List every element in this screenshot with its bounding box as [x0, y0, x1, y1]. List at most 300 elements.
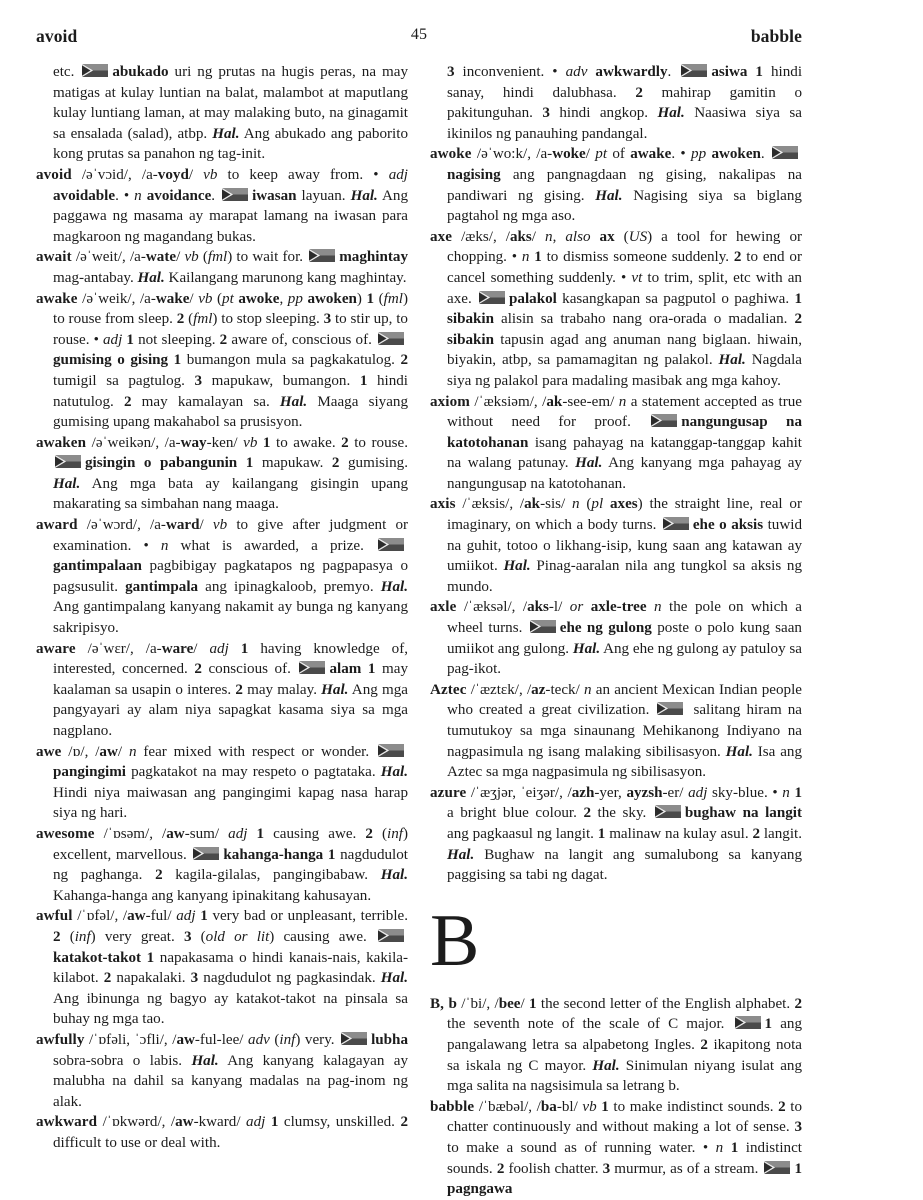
philippine-flag-icon — [530, 620, 556, 633]
sense-marker: 1 — [270, 1114, 279, 1131]
definition-text: ) the straight line, real or imaginary, on which a body turns. — [447, 496, 802, 534]
definition-text: difficult to use or deal with. — [53, 1134, 221, 1151]
sense-marker: 3 — [183, 928, 192, 945]
sense-marker: 1 — [601, 1098, 609, 1115]
sense-marker: 1 — [794, 784, 802, 801]
definition-text: /ˈæʒjər, ˈeiʒər/, / — [466, 784, 572, 801]
dictionary-entry — [430, 680, 802, 783]
entry-headword: awfully — [36, 1031, 85, 1048]
sense-marker: avoidance — [146, 187, 212, 204]
grammar-label: adj — [688, 784, 708, 801]
definition-text: to keep away from. • — [217, 166, 389, 183]
grammar-label: n — [160, 537, 169, 554]
sense-marker: alam — [329, 661, 362, 678]
definition-text: -sis/ — [540, 496, 573, 513]
sense-marker: 2 — [341, 434, 349, 451]
entry-headword: Aztec — [430, 681, 467, 698]
entry-headword: babble — [430, 1098, 475, 1115]
grammar-label: inf — [279, 1031, 296, 1048]
running-head — [36, 26, 802, 48]
definition-text: / — [193, 640, 210, 657]
definition-text: kagila-gilalas, pangingibabaw. — [162, 867, 381, 884]
grammar-label: n — [521, 249, 530, 266]
sense-marker: 3 — [194, 372, 203, 389]
left-column — [36, 62, 408, 1177]
sense-marker: 1 — [146, 949, 155, 966]
grammar-label: vb — [184, 249, 199, 266]
philippine-flag-icon — [681, 64, 707, 77]
sense-marker: bughaw na langit — [684, 805, 802, 822]
definition-text: the seventh note of the scale of C major. — [447, 1016, 733, 1033]
sense-marker: 2 — [733, 249, 742, 266]
definition-text: /əˈweit/, /a- — [71, 249, 146, 266]
example-label: Hal. — [350, 187, 378, 204]
philippine-flag-icon — [378, 744, 404, 757]
definition-text: what is awarded, a prize. — [168, 537, 377, 554]
definition-text: ang pangalawang letra sa alpabetong Ingles. — [447, 1016, 802, 1053]
dictionary-entry — [36, 433, 408, 515]
dictionary-entry — [36, 289, 408, 433]
definition-text: ) to rouse from sleep. — [53, 290, 408, 328]
entry-headword: award — [36, 517, 78, 534]
sense-marker: aks — [509, 228, 532, 245]
sense-marker: ehe o aksis — [692, 517, 764, 534]
definition-text: isang pahayag na katanggap-tanggap kahit na walang patunay. — [447, 434, 802, 472]
dictionary-entry — [36, 824, 408, 906]
page-number: 45 — [410, 26, 428, 43]
sense-marker: wake — [155, 290, 190, 307]
definition-text: ( — [372, 825, 388, 842]
definition-text: / — [117, 743, 129, 760]
definition-text: to trim, split, etc with an axe. — [447, 269, 802, 307]
definition-text: Ang ehe ng gulong ay patuloy sa pag-ikot. — [447, 640, 802, 678]
definition-text: causing awe. — [264, 825, 366, 842]
philippine-flag-icon — [378, 332, 404, 345]
definition-text: Ang gantimpalang kanyang nakamit ay bunga ng kanyang sakripisyo. — [53, 599, 408, 637]
running-head-left-word: avoid — [36, 26, 78, 46]
definition-text: /ˈɒsəm/, / — [94, 825, 167, 842]
dictionary-entry — [36, 1030, 408, 1112]
definition-text: . — [211, 187, 221, 204]
definition-text: Ang kanyang mga pahayag ay nangungusap na katotohanan. — [447, 455, 802, 492]
definition-text: to make indistinct sounds. — [608, 1098, 779, 1115]
philippine-flag-icon — [479, 291, 505, 304]
example-label: Hal. — [595, 187, 623, 204]
grammar-label: vt — [631, 269, 643, 286]
definition-text: ) a tool for hewing or chopping. • — [447, 228, 803, 266]
definition-text: having knowledge of, interested, concerned. — [53, 640, 409, 678]
sense-marker: 2 — [400, 1114, 408, 1131]
definition-text: to rouse. — [348, 434, 408, 451]
definition-text: /əˈwo:k/, /a- — [471, 146, 553, 163]
example-label: Hal. — [380, 867, 408, 884]
definition-text: /ˈæztɛk/, / — [466, 681, 532, 698]
definition-text: /ˈæksiəm/, / — [469, 393, 547, 410]
definition-text: mag-antabay. — [53, 269, 138, 286]
grammar-label: pp — [287, 290, 303, 307]
entry-headword: awaken — [36, 434, 87, 451]
definition-text: tumigil sa pagtulog. — [53, 372, 195, 389]
definition-text: mapukaw. — [253, 455, 332, 472]
definition-text: /əˈweikən/, /a- — [86, 434, 181, 451]
definition-text: langit. — [760, 825, 802, 842]
sense-marker: ward — [165, 517, 200, 534]
definition-text: Ang kanyang kalagayan ay malubha na dahil sa kanyang madalas na pag-inom ng alak. — [53, 1052, 409, 1110]
philippine-flag-icon — [299, 661, 325, 674]
definition-text: -kward/ — [193, 1114, 247, 1131]
sense-marker: 2 — [176, 311, 185, 328]
definition-text: ( — [374, 290, 384, 307]
definition-text: ) very. — [295, 1031, 340, 1048]
example-label: Hal. — [572, 640, 601, 657]
sense-marker: iwasan — [252, 187, 297, 204]
example-label: Hal. — [380, 970, 408, 987]
definition-text: /əˈweik/, /a- — [77, 290, 156, 307]
philippine-flag-icon — [378, 929, 404, 942]
example-label: Hal. — [321, 681, 349, 698]
definition-text: nagdudulot ng paghanga. — [53, 846, 408, 884]
entry-continuation — [36, 62, 408, 165]
entry-continuation — [430, 62, 802, 144]
definition-text: may malay. — [242, 681, 322, 698]
definition-text: kasangkapan sa pagputol o paghiwa. — [556, 290, 795, 307]
sense-marker: awake — [630, 146, 672, 163]
dictionary-entry — [430, 1097, 802, 1200]
sense-marker: lubha — [371, 1031, 409, 1048]
grammar-label: n — [134, 187, 142, 204]
entry-headword: B, b — [430, 995, 457, 1012]
sense-marker: gantimpala — [125, 578, 199, 595]
sense-marker: 1 — [245, 455, 254, 472]
definition-text: alisin sa trabaho nang ora-orada o madalian. — [494, 311, 795, 328]
grammar-label: inf — [387, 825, 403, 842]
sense-marker: 1 — [764, 1016, 773, 1033]
grammar-label: n — [545, 228, 553, 245]
definition-text: ( — [269, 1031, 280, 1048]
dictionary-entry — [36, 742, 408, 824]
sense-marker: maghintay — [339, 249, 408, 266]
sense-marker: 2 — [752, 825, 760, 842]
philippine-flag-icon — [735, 1016, 761, 1029]
definition-text: / — [531, 228, 546, 245]
example-label: Hal. — [447, 846, 475, 863]
sense-marker: 2 — [635, 84, 643, 101]
definition-text: murmur, as of a stream. — [610, 1160, 763, 1177]
definition-text: . — [760, 146, 771, 163]
definition-text: Hindi niya maiwasan ang pangingimi kapag nasa harap siya ng hari. — [53, 784, 408, 822]
dictionary-entry — [430, 392, 802, 495]
grammar-label: n — [572, 496, 580, 513]
sense-marker: 1 — [359, 372, 368, 389]
definition-text — [583, 599, 590, 615]
sense-marker: 1 — [755, 64, 763, 80]
definition-text: -er/ — [662, 784, 689, 801]
sense-marker: axes — [609, 496, 638, 513]
definition-text: may kaalaman sa usapin o interes. — [53, 661, 408, 698]
entry-headword: axiom — [430, 393, 470, 410]
sense-marker: 1 — [256, 825, 265, 842]
philippine-flag-icon — [651, 414, 677, 427]
grammar-label: adj — [209, 640, 229, 657]
example-label: Hal. — [725, 743, 753, 760]
sense-marker: 1 — [240, 640, 249, 657]
sense-marker: aw — [127, 908, 146, 925]
definition-text: ) to wait for. — [227, 249, 308, 266]
sense-marker: ak — [546, 393, 563, 410]
definition-text: ( — [60, 928, 75, 945]
definition-text: , — [552, 228, 566, 245]
definition-text: ang pangnagdaan ng gising, nakalipas na pandiwari ng gising. — [447, 166, 802, 204]
sense-marker: gumising o gising — [53, 352, 169, 369]
grammar-label: adv — [565, 64, 588, 80]
grammar-label: n — [654, 599, 662, 616]
definition-text: /əˈwɛr/, /a- — [75, 640, 162, 657]
sense-marker: kahanga-hanga — [223, 846, 324, 863]
grammar-label: adj — [246, 1114, 266, 1131]
definition-text: to stir up, to rouse. • — [53, 311, 408, 348]
sense-marker: 3 — [323, 311, 332, 328]
definition-text: -sum/ — [184, 825, 229, 842]
definition-text: not sleeping. — [133, 331, 220, 348]
definition-text — [647, 599, 654, 615]
sense-marker: 2 — [331, 455, 340, 472]
definition-text: napakalaki. — [111, 970, 191, 987]
grammar-label: pt — [222, 290, 234, 307]
definition-text: a statement accepted as true without need for proof. — [447, 393, 802, 431]
grammar-label: fml — [383, 290, 403, 307]
grammar-label: n — [618, 393, 627, 410]
sense-marker: abukado — [112, 64, 169, 80]
definition-text: hindi sanay, hindi dalubhasa. — [447, 64, 803, 101]
definition-text: Ang ibinunga ng bagyo ay katakot-takot na pinsala sa buhay ng mga tao. — [53, 990, 408, 1028]
entry-headword: awake — [36, 290, 78, 307]
definition-text: a bright blue colour. — [447, 805, 584, 822]
definition-text: /ˈɒfəl/, / — [72, 908, 128, 925]
dictionary-entry — [36, 515, 408, 639]
definition-text: ) to stop sleeping. — [212, 311, 324, 328]
sense-marker: 1 — [597, 825, 606, 842]
definition-text: pagbibigay pagkatapos ng pagpapasya o pagsusulit. — [53, 558, 408, 595]
dictionary-entry — [36, 639, 408, 742]
sense-marker: palakol — [509, 290, 557, 307]
definition-text: ( — [184, 311, 194, 328]
definition-text: Sinimulan niyang isulat ang mga salita na nagsisimula sa letrang b. — [447, 1057, 802, 1095]
grammar-label: pt — [595, 146, 608, 163]
definition-text — [603, 496, 610, 512]
entry-headword: axe — [430, 228, 453, 245]
sense-marker: 2 — [53, 928, 61, 945]
definition-text: uri ng prutas na hugis peras, na may matigas at kulay luntian na balat, malambot at maputlang kulay luntiang laman, at may malaking buto, na ginagamit sa ensalada (salad), atbp. — [53, 64, 408, 142]
sense-marker: ax — [599, 228, 615, 245]
philippine-flag-icon — [655, 805, 681, 818]
definition-text: the pole on which a wheel turns. — [447, 599, 802, 637]
sense-marker: 1 — [126, 331, 134, 348]
entry-headword: awoke — [430, 146, 472, 163]
sense-marker: axle-tree — [590, 599, 647, 616]
sense-marker: az — [531, 681, 546, 698]
sense-marker: ba — [540, 1098, 557, 1115]
dictionary-entry — [430, 783, 802, 886]
sense-marker: 1 — [327, 846, 336, 863]
definition-text: . • — [115, 187, 135, 204]
definition-text: ( — [614, 228, 629, 245]
definition-text: / — [585, 146, 596, 163]
sense-marker: awkwardly — [595, 64, 668, 80]
definition-text: -ful/ — [145, 908, 177, 925]
sense-marker: 1 — [534, 249, 542, 266]
sense-marker: wate — [145, 249, 177, 266]
definition-text: Naasiwa siya sa ikinilos ng panauhing pandangal. — [447, 105, 802, 142]
entry-headword: axle — [430, 599, 457, 616]
definition-text: foolish chatter. — [504, 1160, 603, 1177]
grammar-label: vb — [582, 1098, 597, 1115]
philippine-flag-icon — [378, 538, 404, 551]
grammar-label: fml — [193, 311, 213, 328]
definition-text: may kamalayan sa. — [131, 393, 280, 410]
grammar-label: adj — [102, 331, 123, 348]
grammar-label: adj — [388, 166, 408, 183]
dictionary-entry — [36, 165, 408, 247]
sense-marker: ayzsh — [626, 784, 663, 801]
sense-marker: 2 — [700, 1036, 708, 1053]
definition-text: aware of, conscious of. — [227, 331, 376, 348]
sense-marker: 1 — [366, 290, 375, 307]
grammar-label: US — [628, 228, 648, 245]
definition-text: napakasama o hindi kanais-nais, kakila-kilabot. — [53, 949, 408, 987]
sense-marker: ware — [161, 640, 194, 657]
definition-text: mapukaw, bumangon. — [202, 372, 360, 389]
definition-text: ) very great. — [90, 928, 184, 945]
philippine-flag-icon — [309, 249, 335, 262]
sense-marker: 1 — [262, 434, 271, 451]
example-label: Hal. — [718, 352, 746, 369]
definition-text: to chatter continuously and without making a lot of sense. — [447, 1098, 803, 1136]
definition-text: /ɒ/, / — [61, 743, 100, 760]
definition-text: mahirap gamitin o pakitunguhan. — [447, 84, 802, 122]
grammar-label: adj — [176, 908, 196, 925]
sense-marker: 2 — [400, 352, 408, 369]
example-label: Hal. — [212, 125, 240, 142]
sense-marker: woke — [552, 146, 586, 163]
definition-text: / — [199, 517, 213, 534]
grammar-label: inf — [74, 928, 91, 945]
definition-text: /əˈvɔid/, /a- — [71, 166, 158, 183]
definition-text: Maaga siyang gumising upang makahabol sa prusisyon. — [53, 393, 408, 431]
definition-text — [247, 826, 256, 842]
definition-text: ang pagkaasul ng langit. — [447, 825, 598, 842]
definition-text — [229, 641, 241, 657]
entry-headword: awesome — [36, 825, 95, 842]
definition-text: to end or cancel something suddenly. • — [447, 249, 803, 286]
philippine-flag-icon — [663, 517, 689, 530]
running-head-right-word: babble — [750, 26, 802, 46]
sense-marker: 2 — [235, 681, 243, 698]
definition-text: ) — [356, 290, 367, 307]
definition-text: the second letter of the English alphabet. — [536, 995, 795, 1012]
philippine-flag-icon — [222, 188, 248, 201]
sense-marker: 3 — [190, 970, 199, 987]
sense-marker: 3 — [602, 1160, 611, 1177]
grammar-label: n — [584, 681, 592, 698]
definition-text: -ful-lee/ — [194, 1031, 249, 1048]
sense-marker: nangungusap na katotohanan — [447, 414, 802, 451]
definition-text: an ancient Mexican Indian people who created a great civilization. — [447, 681, 802, 719]
definition-text — [723, 1140, 731, 1156]
entry-headword: awful — [36, 908, 73, 925]
entry-headword: awkward — [36, 1114, 98, 1131]
definition-text: to dismiss someone suddenly. — [541, 249, 734, 266]
grammar-label: vb — [198, 290, 213, 307]
definition-text: , — [279, 290, 288, 307]
philippine-flag-icon — [764, 1161, 790, 1174]
entry-headword: axis — [430, 496, 456, 513]
grammar-label: vb — [243, 434, 258, 451]
definition-text: pagkatakot na may respeto o pagtataka. — [125, 764, 381, 781]
letter-section-heading: B — [430, 899, 480, 982]
sense-marker: 1 — [173, 352, 182, 369]
sense-marker: sibakin — [447, 311, 494, 328]
definition-text: sobra-sobra o labis. — [53, 1052, 192, 1069]
sense-marker: way — [180, 434, 207, 451]
column-container — [36, 62, 803, 1198]
definition-text: / — [188, 166, 204, 183]
example-label: Hal. — [380, 764, 408, 781]
definition-text: /æks/, / — [452, 228, 510, 245]
definition-text: . • — [671, 146, 692, 163]
definition-text: ( — [198, 249, 208, 266]
philippine-flag-icon — [772, 146, 798, 159]
sense-marker: 2 — [778, 1098, 786, 1115]
example-label: Hal. — [137, 269, 165, 286]
definition-text: nagdudulot ng pagkasindak. — [198, 970, 381, 987]
definition-text: Kahanga-hanga ang kanyang ipinakitang kahusayan. — [53, 887, 372, 904]
definition-text: ( — [191, 928, 206, 945]
sense-marker: 2 — [794, 311, 802, 328]
sense-marker: 2 — [365, 825, 373, 842]
definition-text: /ˈbi/, / — [456, 995, 499, 1012]
sense-marker: ak — [524, 496, 541, 513]
grammar-label: pp — [691, 146, 707, 163]
definition-text: -ken/ — [206, 434, 244, 451]
dictionary-entry — [36, 247, 408, 288]
definition-text: inconvenient. • — [454, 64, 566, 80]
sense-marker: 2 — [496, 1160, 505, 1177]
philippine-flag-icon — [657, 702, 683, 715]
definition-text: of — [607, 146, 631, 163]
sense-marker: 1 — [794, 290, 802, 307]
sense-marker: 2 — [103, 970, 112, 987]
grammar-label: adj — [228, 825, 248, 842]
sense-marker: 2 — [123, 393, 132, 410]
philippine-flag-icon — [193, 847, 219, 860]
definition-text: hindi natutulog. — [53, 372, 408, 410]
definition-text: /ˈæksis/, / — [455, 496, 525, 513]
definition-text: bumangon mula sa pagkakatulog. — [181, 352, 401, 369]
definition-text: ( — [212, 290, 223, 307]
dictionary-entry — [430, 144, 802, 226]
grammar-label: vb — [203, 166, 218, 183]
definition-text: ) causing awe. — [269, 928, 376, 945]
sense-marker: 1 — [730, 1139, 739, 1156]
sense-marker: asiwa — [711, 64, 748, 80]
definition-text: Bughaw na langit ang sumalubong sa kanyang paggising sa tabi ng dagat. — [447, 846, 802, 884]
definition-text: to make a sound as of running water. • — [447, 1139, 716, 1156]
definition-text: conscious of. — [201, 661, 298, 678]
definition-text: ( — [579, 496, 592, 513]
grammar-label: fml — [207, 249, 228, 266]
sense-marker: aw — [99, 743, 118, 760]
sense-marker: bee — [498, 995, 521, 1012]
